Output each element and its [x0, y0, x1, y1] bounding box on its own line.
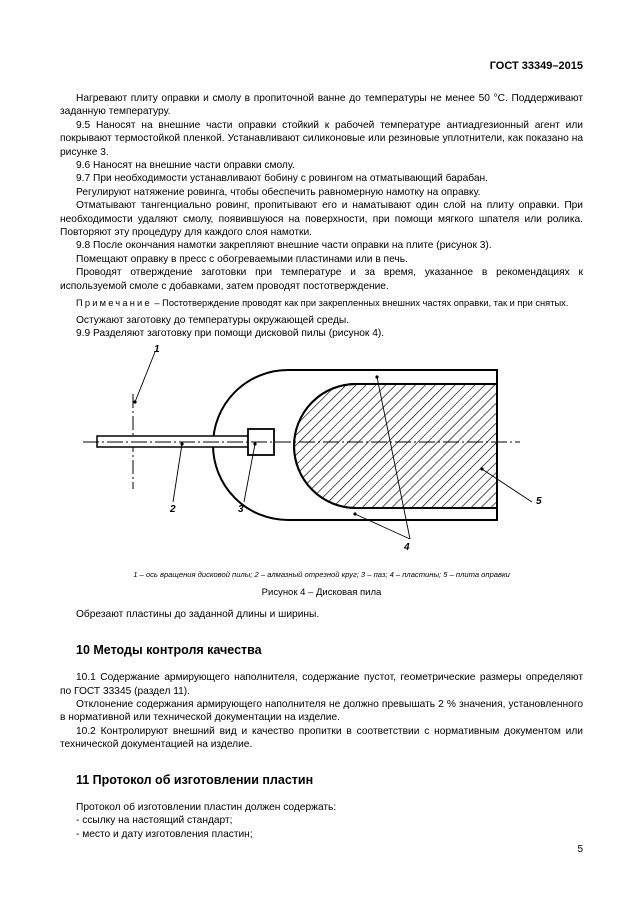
- paragraph: Помещают оправку в пресс с обогреваемыми пластинами или в печь.: [76, 253, 408, 265]
- label-1: 1: [154, 344, 160, 356]
- paragraph: Отклонение содержания армирующего наполнителя не должно превышать 2 % значения, установленного в нормативной или технической документации на изделие.: [60, 698, 583, 724]
- figure-caption: 1 – ось вращения дисковой пилы; 2 – алмазный отрезной круг; 3 – паз; 4 – пластины; 5 – плита оправки: [133, 570, 510, 580]
- note: [60, 297, 583, 309]
- paragraph: 9.9 Разделяют заготовку при помощи дисковой пилы (рисунок 4).: [76, 327, 385, 339]
- document-header: ГОСТ 33349–2015: [489, 60, 583, 72]
- disk-saw-diagram: [60, 344, 583, 574]
- section-11-title: 11 Протокол об изготовлении пластин: [76, 772, 314, 787]
- page-number: 5: [577, 844, 583, 855]
- paragraph: 10.2 Контролируют внешний вид и качество пропитки в соответствии с нормативным документом или технической документацией на изделие.: [60, 725, 583, 751]
- paragraph: Отматывают тангенциально ровинг, пропитывают его и наматывают один слой на плиту оправки. При необходимости удаляют смолу, появившуюся на поверхности, при помощи мягкого шпателя или ролика. Повторяют эту процедуру для каждого слоя намотки.: [60, 200, 583, 239]
- label-5: 5: [536, 496, 542, 508]
- paragraph: 9.8 После окончания намотки закрепляют внешние части оправки на плите (рисунок 3).: [76, 240, 492, 252]
- paragraph: - место и дату изготовления пластин;: [76, 828, 253, 840]
- mandrel-plate: [294, 384, 497, 508]
- paragraph: 9.6 Наносят на внешние части оправки смолу.: [76, 160, 295, 172]
- paragraph: - ссылку на настоящий стандарт;: [76, 815, 233, 827]
- paragraph: Остужают заготовку до температуры окружающей среды.: [76, 314, 350, 326]
- note-label: Примечание: [76, 298, 152, 309]
- note-text: – Постотверждение проводят как при закрепленных внешних частях оправки, так и при снятых.: [151, 298, 569, 309]
- figure-4: [60, 344, 583, 598]
- paragraph: Регулируют натяжение ровинга, чтобы обеспечить равномерную намотку на оправку.: [76, 186, 481, 198]
- label-2: 2: [170, 504, 176, 516]
- label-3: 3: [238, 504, 244, 516]
- figure-title: Рисунок 4 – Дисковая пила: [261, 586, 382, 598]
- paragraph: Нагревают плиту оправки и смолу в пропиточной ванне до температуры не менее 50 °С. Поддерживают заданную температуру.: [60, 93, 583, 118]
- label-4: 4: [404, 542, 410, 554]
- paragraph: Проводят отверждение заготовки при температуре и за время, указанное в рекомендациях к используемой смоле с добавками, затем проводят постотверждение.: [60, 267, 583, 292]
- paragraph: Протокол об изготовлении пластин должен содержать:: [76, 801, 337, 813]
- paragraph: Обрезают пластины до заданной длины и ширины.: [76, 609, 320, 621]
- paragraph: 9.5 Наносят на внешние части оправки стойкий к рабочей температуре антиадгезионный агент или покрывают термостойкой пленкой. Устанавливают силиконовые или резиновые уплотнители, как показано на рисунке 3.: [60, 119, 583, 158]
- page-content: [60, 92, 583, 841]
- paragraph: 9.7 При необходимости устанавливают бобину с ровингом на отматывающий барабан.: [76, 173, 488, 185]
- paragraph: 10.1 Содержание армирующего наполнителя, содержание пустот, геометрические размеры определяют по ГОСТ 33345 (раздел 11).: [60, 672, 583, 697]
- section-10-title: 10 Методы контроля качества: [76, 642, 262, 657]
